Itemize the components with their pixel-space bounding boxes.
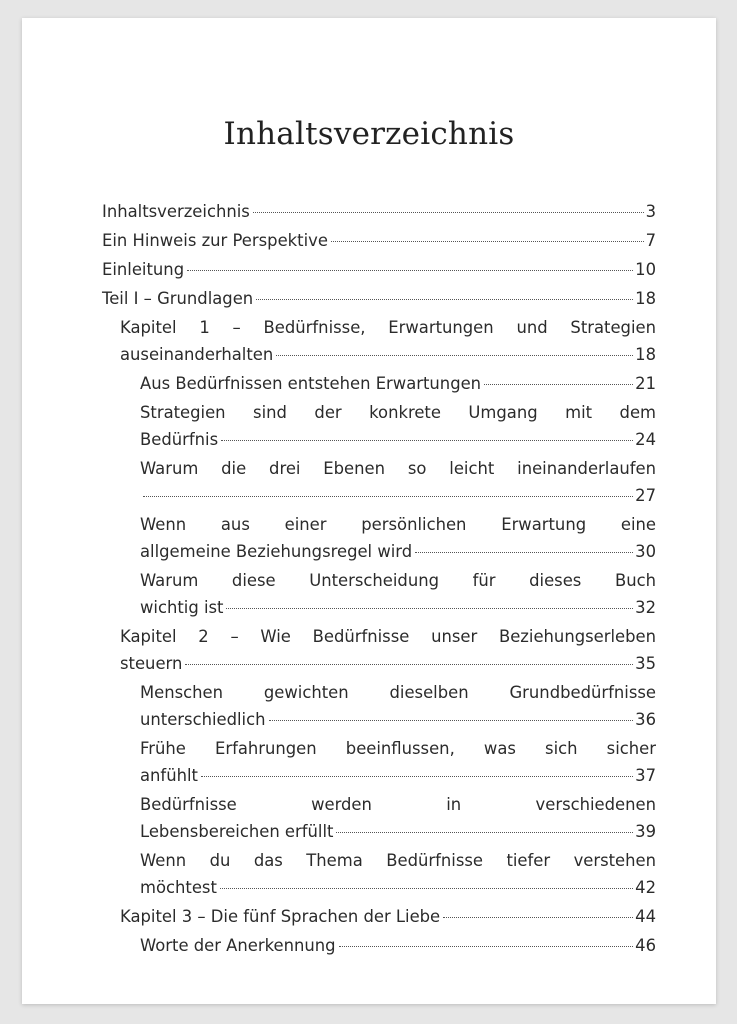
toc-entry[interactable] — [102, 198, 656, 225]
toc-entry-title: Kapitel 3 – Die fünf Sprachen der Liebe — [120, 907, 441, 926]
dot-leader — [443, 917, 633, 918]
toc-page-number: 37 — [635, 766, 656, 785]
toc-page-number: 18 — [635, 345, 656, 364]
toc-page-number: 24 — [635, 430, 656, 449]
toc-entry-title: Wenn du das Thema Bedürfnisse tiefer verstehen — [140, 851, 656, 870]
toc-entry[interactable] — [120, 314, 656, 368]
dot-leader — [187, 270, 633, 271]
toc-entry[interactable] — [102, 256, 656, 283]
toc-page-number: 46 — [635, 936, 656, 955]
dot-leader — [339, 946, 634, 947]
dot-leader — [269, 720, 634, 721]
dot-leader — [221, 440, 633, 441]
toc-page-number: 39 — [635, 822, 656, 841]
dot-leader — [226, 608, 633, 609]
toc-entry-title: Strategien sind der konkrete Umgang mit dem — [140, 403, 656, 422]
dot-leader — [256, 299, 633, 300]
dot-leader — [276, 355, 633, 356]
toc-page-number: 30 — [635, 542, 656, 561]
toc-entry-title: Kapitel 2 – Wie Bedürfnisse unser Beziehungserleben — [120, 627, 656, 646]
toc-entry-title: Wenn aus einer persönlichen Erwartung eine — [140, 515, 656, 534]
toc-page-number: 7 — [645, 231, 656, 250]
dot-leader — [185, 664, 633, 665]
toc-page-number: 21 — [635, 374, 656, 393]
toc-entry-title-continued: Lebensbereichen erfüllt — [140, 822, 334, 841]
dot-leader — [143, 496, 633, 497]
toc-entry[interactable] — [140, 399, 656, 453]
toc-entry-title-continued: auseinanderhalten — [120, 345, 274, 364]
toc-entry[interactable] — [140, 455, 656, 509]
toc-page-number: 27 — [635, 486, 656, 505]
page-title: Inhaltsverzeichnis — [223, 116, 515, 152]
toc-entry-title: Menschen gewichten dieselben Grundbedürfnisse — [140, 683, 656, 702]
toc-entry-title: Inhaltsverzeichnis — [102, 202, 250, 221]
toc-entry[interactable] — [140, 791, 656, 845]
toc-entry[interactable] — [140, 679, 656, 733]
toc-entry-title-continued: Bedürfnis — [140, 430, 219, 449]
toc-entry[interactable] — [102, 227, 656, 254]
toc-entry-title-continued: anfühlt — [140, 766, 198, 785]
toc-entry-title: Warum diese Unterscheidung für dieses Buch — [140, 571, 656, 590]
toc-entry[interactable] — [140, 735, 656, 789]
toc-entry[interactable] — [102, 285, 656, 312]
toc-page-number: 36 — [635, 710, 656, 729]
toc-entry-title-continued: steuern — [120, 654, 183, 673]
toc-entry-title: Teil I – Grundlagen — [102, 289, 254, 308]
toc-entry[interactable] — [120, 903, 656, 930]
toc-entry-title-continued: unterschiedlich — [140, 710, 266, 729]
table-of-contents — [102, 198, 656, 959]
toc-entry-title: Warum die drei Ebenen so leicht ineinanderlaufen — [140, 459, 656, 478]
toc-page-number: 44 — [635, 907, 656, 926]
toc-page-number: 18 — [635, 289, 656, 308]
toc-entry-title: Aus Bedürfnissen entstehen Erwartungen — [140, 374, 482, 393]
toc-entry[interactable] — [140, 932, 656, 959]
dot-leader — [201, 776, 633, 777]
dot-leader — [415, 552, 633, 553]
toc-entry[interactable] — [140, 511, 656, 565]
toc-entry-title: Einleitung — [102, 260, 185, 279]
toc-entry-title: Ein Hinweis zur Perspektive — [102, 231, 328, 250]
toc-entry-title-continued: wichtig ist — [140, 598, 224, 617]
toc-entry[interactable] — [140, 370, 656, 397]
document-page — [22, 18, 716, 1004]
toc-entry-title: Frühe Erfahrungen beeinflussen, was sich sicher — [140, 739, 656, 758]
toc-entry[interactable] — [140, 847, 656, 901]
toc-page-number: 32 — [635, 598, 656, 617]
dot-leader — [336, 832, 633, 833]
toc-entry-title: Bedürfnisse werden in verschiedenen — [140, 795, 656, 814]
dot-leader — [220, 888, 633, 889]
toc-entry-title: Kapitel 1 – Bedürfnisse, Erwartungen und Strategien — [120, 318, 656, 337]
toc-page-number: 35 — [635, 654, 656, 673]
dot-leader — [331, 241, 644, 242]
toc-entry-title-continued: möchtest — [140, 878, 217, 897]
toc-page-number: 42 — [635, 878, 656, 897]
toc-entry[interactable] — [140, 567, 656, 621]
dot-leader — [484, 384, 633, 385]
toc-entry-title: Worte der Anerkennung — [140, 936, 336, 955]
toc-page-number: 3 — [645, 202, 656, 221]
dot-leader — [253, 212, 644, 213]
toc-page-number: 10 — [635, 260, 656, 279]
toc-entry[interactable] — [120, 623, 656, 677]
toc-entry-title-continued: allgemeine Beziehungsregel wird — [140, 542, 413, 561]
